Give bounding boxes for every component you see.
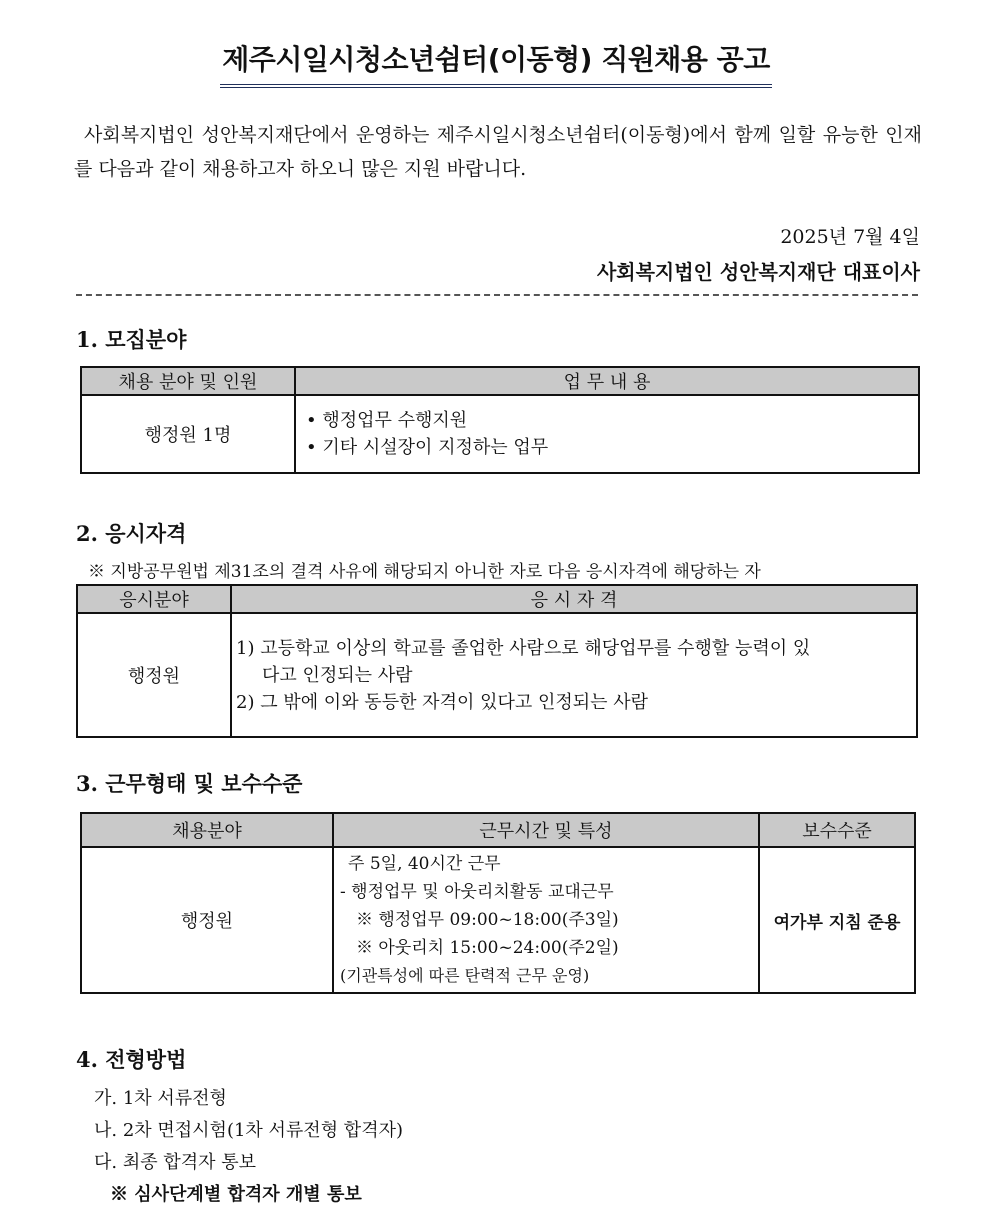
table3-field: 행정원 bbox=[81, 847, 333, 993]
selection-step: 다. 최종 합격자 통보 bbox=[94, 1152, 256, 1173]
issuer: 사회복지법인 성안복지재단 대표이사 bbox=[596, 260, 920, 284]
section-3-heading: 3. 근무형태 및 보수수준 bbox=[76, 771, 303, 796]
notice-date: 2025년 7월 4일 bbox=[780, 226, 920, 248]
duty-item: • 기타 시설장이 지정하는 업무 bbox=[306, 437, 549, 458]
work-pay-table bbox=[80, 812, 916, 994]
table3-header-hours: 근무시간 및 특성 bbox=[333, 813, 759, 847]
selection-step: 나. 2차 면접시험(1차 서류전형 합격자) bbox=[94, 1120, 403, 1141]
table3-header-pay: 보수수준 bbox=[759, 813, 915, 847]
table1-header-field: 채용 분야 및 인원 bbox=[81, 367, 295, 395]
qualification-item-cont: 다고 인정되는 사람 bbox=[262, 664, 413, 686]
section-4-heading: 4. 전형방법 bbox=[76, 1047, 187, 1072]
work-line: 주 5일, 40시간 근무 bbox=[348, 854, 501, 874]
qualification-note: ※ 지방공무원법 제31조의 결격 사유에 해당되지 아니한 자로 다음 응시자격에 해당하는 자 bbox=[88, 562, 761, 582]
table3-header-field: 채용분야 bbox=[81, 813, 333, 847]
qualification-item: 1) 고등학교 이상의 학교를 졸업한 사람으로 해당업무를 수행할 능력이 있 bbox=[236, 637, 811, 659]
section-2-heading: 2. 응시자격 bbox=[76, 521, 187, 546]
table1-duties bbox=[295, 395, 919, 473]
selection-note: ※ 심사단계별 합격자 개별 통보 bbox=[110, 1184, 362, 1205]
section-1-heading: 1. 모집분야 bbox=[76, 327, 187, 352]
work-line: - 행정업무 및 아웃리치활동 교대근무 bbox=[340, 882, 614, 902]
qualification-item: 2) 그 밖에 이와 동등한 자격이 있다고 인정되는 사람 bbox=[236, 691, 649, 713]
table1-header-duties: 업 무 내 용 bbox=[295, 367, 919, 395]
table2-field: 행정원 bbox=[77, 613, 231, 737]
intro-paragraph: 사회복지법인 성안복지재단에서 운영하는 제주시일시청소년쉼터(이동형)에서 함께 일할 유능한 인재를 다음과 같이 채용하고자 하오니 많은 지원 바랍니다. bbox=[74, 124, 922, 180]
page-title: 제주시일시청소년쉼터(이동형) 직원채용 공고 bbox=[220, 38, 772, 88]
qualification-table bbox=[76, 584, 918, 738]
table2-header-qualification: 응 시 자 격 bbox=[231, 585, 917, 613]
table1-field: 행정원 1명 bbox=[81, 395, 295, 473]
table3-pay: 여가부 지침 준용 bbox=[759, 847, 915, 993]
table3-hours bbox=[333, 847, 759, 993]
table2-qualifications bbox=[231, 613, 917, 737]
recruit-field-table bbox=[80, 366, 920, 474]
title-wrap bbox=[0, 38, 992, 88]
dashed-divider bbox=[76, 294, 918, 296]
work-line: ※ 아웃리치 15:00~24:00(주2일) bbox=[356, 938, 619, 958]
duty-item: • 행정업무 수행지원 bbox=[306, 410, 468, 431]
work-line: ※ 행정업무 09:00~18:00(주3일) bbox=[356, 910, 619, 930]
selection-step: 가. 1차 서류전형 bbox=[94, 1088, 227, 1109]
work-line: (기관특성에 따른 탄력적 근무 운영) bbox=[340, 966, 590, 985]
table2-header-field: 응시분야 bbox=[77, 585, 231, 613]
